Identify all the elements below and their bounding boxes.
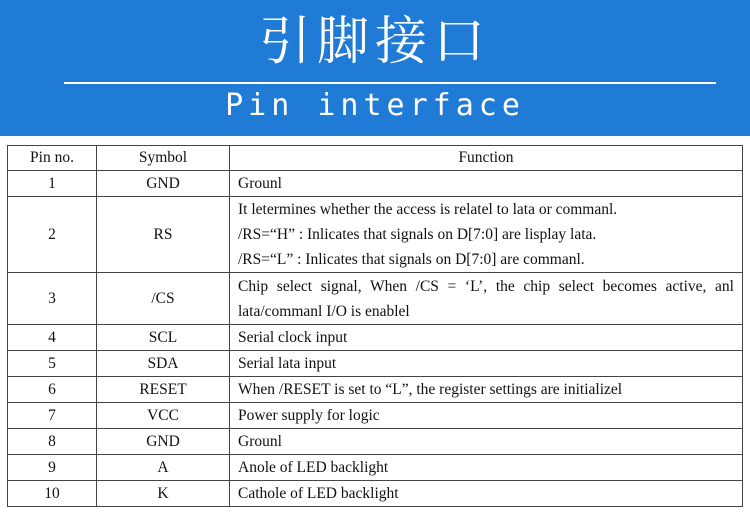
function-line: /RS=“H” : Inlicates that signals on D[7:0] are lisplay lata. bbox=[238, 226, 597, 243]
header-banner bbox=[0, 0, 750, 136]
function-line: Grounl bbox=[238, 175, 282, 192]
pin-number: 6 bbox=[8, 377, 97, 403]
page-subtitle: Pin interface bbox=[225, 88, 525, 123]
pin-number: 2 bbox=[8, 197, 97, 273]
table-row bbox=[8, 429, 743, 455]
pin-function bbox=[230, 273, 743, 325]
function-line: Chip select signal, When /CS = ‘L’, the chip select becomes active, anl bbox=[238, 277, 734, 295]
pin-table bbox=[7, 145, 743, 507]
pin-number: 7 bbox=[8, 403, 97, 429]
table-row bbox=[8, 455, 743, 481]
table-row bbox=[8, 351, 743, 377]
function-line: /RS=“L” : Inlicates that signals on D[7:0] are commanl. bbox=[238, 251, 585, 268]
pin-function bbox=[230, 377, 743, 403]
table-row bbox=[8, 403, 743, 429]
pin-symbol: K bbox=[97, 481, 230, 507]
pin-symbol: VCC bbox=[97, 403, 230, 429]
table-row bbox=[8, 481, 743, 507]
pin-number: 3 bbox=[8, 273, 97, 325]
pin-number: 5 bbox=[8, 351, 97, 377]
column-header-symbol: Symbol bbox=[97, 146, 230, 171]
pin-symbol: GND bbox=[97, 429, 230, 455]
function-line: Anole of LED backlight bbox=[238, 459, 389, 476]
pin-function bbox=[230, 325, 743, 351]
pin-function bbox=[230, 455, 743, 481]
function-line: Cathole of LED backlight bbox=[238, 485, 399, 502]
pin-function bbox=[230, 429, 743, 455]
table-row bbox=[8, 197, 743, 273]
page-title: 引脚接口 bbox=[258, 12, 491, 72]
table-row bbox=[8, 171, 743, 197]
table-row bbox=[8, 273, 743, 325]
pin-symbol: SCL bbox=[97, 325, 230, 351]
table-header-row bbox=[8, 146, 743, 171]
pin-number: 8 bbox=[8, 429, 97, 455]
function-line: When /RESET is set to “L”, the register settings are initializel bbox=[238, 381, 623, 398]
table-row bbox=[8, 377, 743, 403]
function-line: Power supply for logic bbox=[238, 407, 380, 424]
pin-function bbox=[230, 403, 743, 429]
pin-function bbox=[230, 197, 743, 273]
pin-function bbox=[230, 481, 743, 507]
pin-symbol: RS bbox=[97, 197, 230, 273]
pin-function bbox=[230, 351, 743, 377]
pin-symbol: A bbox=[97, 455, 230, 481]
pin-number: 10 bbox=[8, 481, 97, 507]
function-line: lata/commanl I/O is enablel bbox=[238, 302, 410, 320]
pin-symbol: SDA bbox=[97, 351, 230, 377]
pin-symbol: /CS bbox=[97, 273, 230, 325]
table-row bbox=[8, 325, 743, 351]
pin-symbol: GND bbox=[97, 171, 230, 197]
pin-symbol: RESET bbox=[97, 377, 230, 403]
function-line: It letermines whether the access is relatel to lata or commanl. bbox=[238, 201, 618, 218]
function-line: Serial clock input bbox=[238, 329, 348, 346]
column-header-function: Function bbox=[230, 146, 743, 171]
pin-number: 4 bbox=[8, 325, 97, 351]
pin-function bbox=[230, 171, 743, 197]
pin-number: 1 bbox=[8, 171, 97, 197]
column-header-pin: Pin no. bbox=[8, 146, 97, 171]
function-line: Grounl bbox=[238, 433, 282, 450]
function-line: Serial lata input bbox=[238, 355, 337, 372]
title-divider bbox=[64, 82, 716, 84]
pin-number: 9 bbox=[8, 455, 97, 481]
